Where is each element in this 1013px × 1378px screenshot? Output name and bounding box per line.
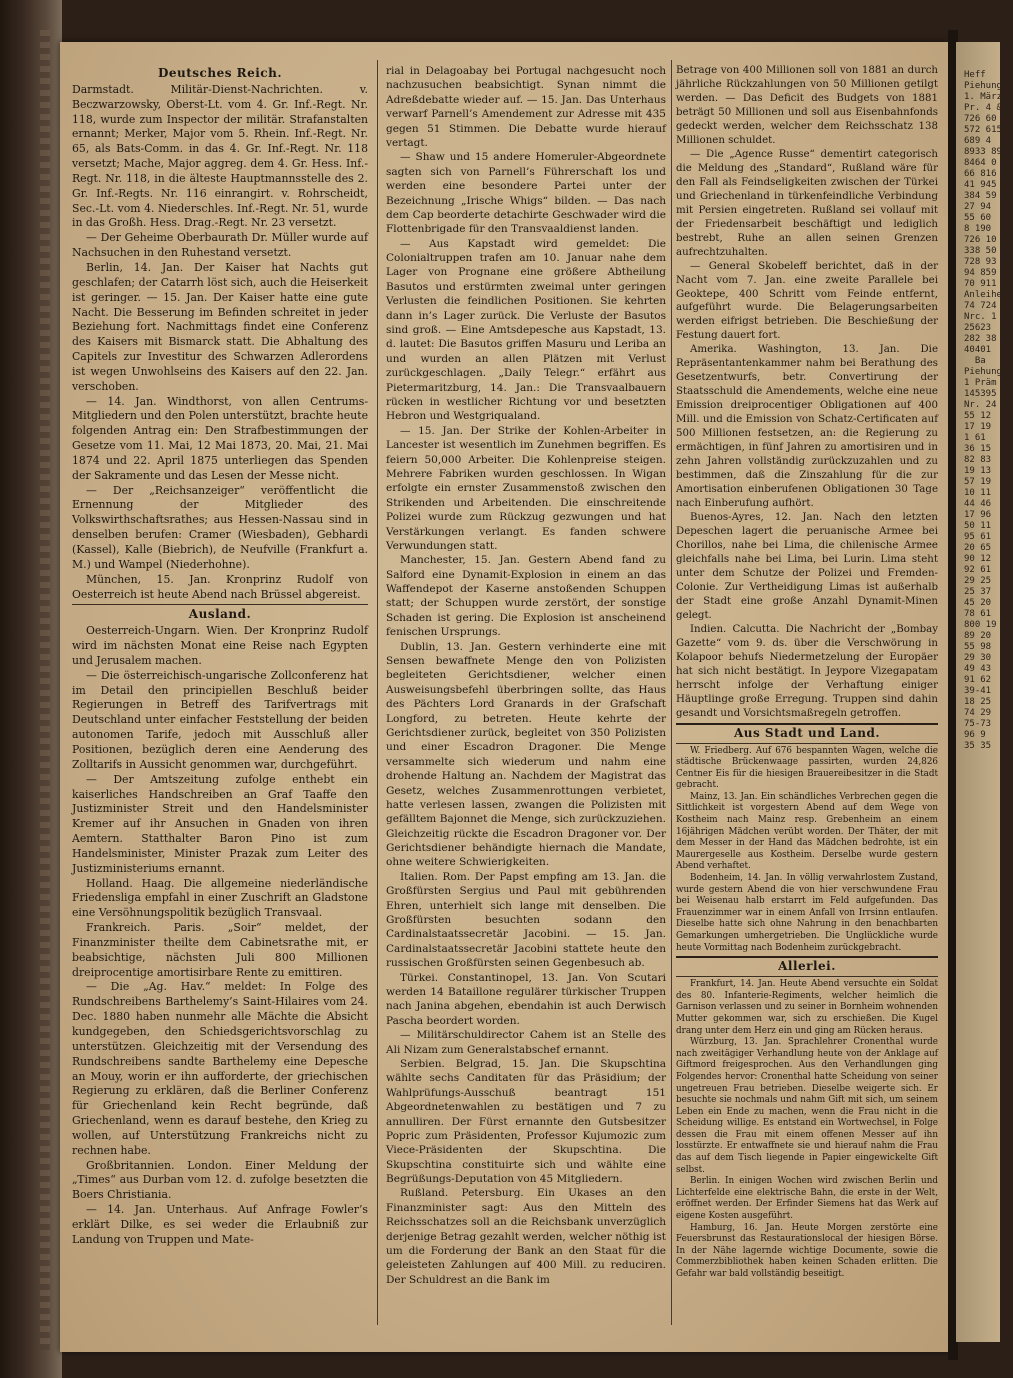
section-divider bbox=[676, 723, 938, 725]
section-divider bbox=[676, 743, 938, 744]
column-rule bbox=[671, 60, 672, 1325]
article-paragraph: München, 15. Jan. Kronprinz Rudolf von Oesterreich ist heute Abend nach Brüssel abgereist. bbox=[72, 572, 368, 601]
article-paragraph: Darmstadt. Militär-Dienst-Nachrichten. v. Beczwarzowsky, Oberst-Lt. vom 4. Gr. Inf.-Regt. Nr. 118, wurde zum Inspector der militär. Strafanstalten ernannt; Merker, Major vom 5. Rhein. Inf.-Regt. Nr. 65, als Bats-Comm. in das 4. Gr. Inf.-Regt. Nr. 118 versetzt; Mache, Major aggreg. dem 4. Gr. Hess. Inf.-Regt. Nr. 118, in die älteste Hauptmannsstelle des 2. Gr. Inf.-Regts. Nr. 116 einrangirt. v. Rohrscheidt, Sec.-Lt. vom 4. Niederschles. Inf.-Regt. Nr. 51, wurde in das Großh. Hess. Drag.-Regt. Nr. 23 versetzt. bbox=[72, 82, 368, 230]
article-paragraph: — Der Amtszeitung zufolge enthebt ein kaiserliches Handschreiben an Graf Taaffe den Justizminister Streit und den Handelsminister Kremer auf ihr Ansuchen in Gnaden von ihren Aemtern. Statthalter Baron Pino ist zum Handelsminister, Minister Prazak zum Leiter des Justizministeriums ernannt. bbox=[72, 772, 368, 875]
section-title: Ausland. bbox=[188, 607, 252, 622]
article-paragraph: Oesterreich-Ungarn. Wien. Der Kronprinz Rudolf wird im nächsten Monat eine Reise nach Egypten und Jerusalem machen. bbox=[72, 624, 368, 667]
article-paragraph: Rußland. Petersburg. Ein Ukases an den Finanzminister sagt: Aus den Mitteln des Reichsschatzes soll an die Reichsbank unverzüglich derjenige Betrag gezahlt werden, welcher nöthig ist um die Forderung der Bank an den Staat für die geleisteten Zahlungen auf 400 Mill. zu reduciren. Der Schuldrest an die Bank im bbox=[386, 1187, 666, 1286]
article-paragraph: — Aus Kapstadt wird gemeldet: Die Colonialtruppen trafen am 10. Januar nahe dem Lager von Prognane eine größere Abtheilung Basutos und erstürmten zweimal unter geringen Verlusten die feindlichen Positionen. Sie kehrten dann in’s Lager zurück. Die Verluste der Basutos sind groß. — Eine Amtsdepesche aus Kapstadt, 13. d. lautet: Die Basutos griffen Masuru und Leriba an und wurden an allen Plätzen mit Verlust zurückgeschlagen. „Daily Telegr.“ erfährt aus Pietermaritzburg, 14. Jan.: Die Transvaalbauern rücken in westlicher Richtung vor und besetzten Hebron und Westgriqualand. bbox=[386, 237, 666, 423]
article-paragraph: — Shaw und 15 andere Homeruler-Abgeordnete sagten sich von Parnell’s Führerschaft los und werden eine besondere Partei unter der Bezeichnung „Irische Whigs“ bilden. — Das nach dem Cap beorderte detachirte Geschwader wird die Flottenbrigade für den Transvaaldienst landen. bbox=[386, 151, 666, 236]
article-paragraph: Dublin, 13. Jan. Gestern verhinderte eine mit Sensen bewaffnete Menge den von Polizisten begleiteten Gerichtsdiener, welcher einen Ausweisungsbefehl überbringen sollte, das Haus des Pächters Lord Granards in der Grafschaft Longford, zu betreten. Heute kehrte der Gerichtsdiener zurück, begleitet von 350 Polizisten und einer Escadron Dragoner. Die Menge versammelte sich wiederum und nahm eine drohende Haltung an. Nachdem der Magistrat das Gesetz, welches Zusammenrottungen verbietet, hatte verlesen lassen, zwangen die Polizisten mit gefälltem Bajonnet die Menge, sich zurückzuziehen. Gleichzeitig rückte die Escadron Dragoner vor. Der Gerichtsdiener behändigte hiernach die Mandate, ohne weitere Schwierigkeiten. bbox=[386, 640, 666, 869]
article-paragraph: — Die „Agence Russe“ dementirt categorisch die Meldung des „Standard“, Rußland wäre für den Fall als Feindseligkeiten zwischen der Türkei und Griechenland in türkenfeindliche Verbindung mit Persien eingetreten. Rußland sei vollauf mit der Friedensarbeit beschäftigt und lediglich bestrebt, Ruhe an allen seinen Grenzen aufrechtzuhalten. bbox=[676, 148, 938, 258]
article-paragraph: Türkei. Constantinopel, 13. Jan. Von Scutari werden 14 Bataillone regulärer türkischer Truppen nach Janina abgehen, ebendahin ist auch Derwisch Pascha beordert worden. bbox=[386, 971, 666, 1027]
binding-edge bbox=[40, 30, 50, 1350]
article-paragraph: — Militärschuldirector Cahem ist an Stelle des Ali Nizam zum Generalstabschef ernannt. bbox=[386, 1029, 666, 1056]
article-paragraph: — Die österreichisch-ungarische Zollconferenz hat im Detail den principiellen Beschluß beider Regierungen in Betreff des Tarifvertrags mit Deutschland unter einfacher Feststellung der beiden autonomen Tarife, jedoch mit Ausschluß aller Positionen, bezüglich deren eine Aenderung des Zolltarifs in Aussicht genommen war, durchgeführt. bbox=[72, 668, 368, 771]
adjacent-page-text: Heff Piehung 1. März Pr. 4 & 3 726 60 572 615 689 4 8933 89 8464 0 66 816 41 945 384 59 27 94 55 60 8 190 726 10 338 50 728 93 94 859 70 911 Anleihen 74 724 Nrc. 1 25623 282 38 40401 Ba Piehung 1 Präm 145395 Nr. 24 55 12 17 19 1 61 36 15 82 83 19 13 57 19 10 11 44 46 17 96 50 11 95 61 20 65 90 12 92 61 29 25 25 37 45 20 78 61 800 19 89 20 55 98 29 30 49 43 91 62 39-41 18 25 74 29 75-73 96 9 35 35 bbox=[964, 70, 1013, 751]
column-3 bbox=[676, 64, 938, 1281]
column-2 bbox=[386, 64, 666, 1287]
article-paragraph: Buenos-Ayres, 12. Jan. Nach den letzten Depeschen lagert die peruanische Armee bei Chorillos, nahe bei Lima, die chilenische Armee gleichfalls nahe bei Lima, bei Lurin. Lima steht unter dem Schutze der Polizei und Fremden-Colonie. Zur Vertheidigung Limas ist außerhalb der Stadt eine große Anzahl Dynamit-Minen gelegt. bbox=[676, 512, 938, 621]
misc-news-paragraph: Frankfurt, 14. Jan. Heute Abend versuchte ein Soldat des 80. Infanterie-Regiments, welcher heimlich die Garnison verlassen und zu seiner in Bornheim wohnenden Mutter gekommen war, sich zu erschießen. Die Kugel drang unter dem Herz ein und ging am Rücken heraus. bbox=[676, 979, 938, 1036]
article-paragraph: — 14. Jan. Unterhaus. Auf Anfrage Fowler’s erklärt Dilke, es sei weder die Erlaubniß zur Landung von Truppen und Mate- bbox=[72, 1203, 368, 1246]
misc-news-paragraph: Würzburg, 13. Jan. Sprachlehrer Cronenthal wurde nach zweitägiger Verhandlung heute von der Anklage auf Giftmord freigesprochen. Aus den Verhandlungen ging Folgendes hervor: Cronenthal hatte Scheidung von seiner ungetreuen Frau betrieben. Dieselbe weigerte sich. Er besuchte sie nochmals und nahm Gift mit sich, um seinem Leben ein Ende zu machen, wenn die Frau nicht in die Scheidung willige. Es entstand ein Wortwechsel, in Folge dessen die Frau mit einem offenen Messer auf ihn losstürzte. Er entwaffnete sie und hierauf nahm die Frau das auf dem Tisch liegende in Papier eingewickelte Gift selbst. bbox=[676, 1037, 938, 1175]
local-news-paragraph: W. Friedberg. Auf 676 bespannten Wagen, welche die städtische Brückenwaage passirten, wurden 24,826 Centner Eis für die hiesigen Brauereibesitzer in die Stadt gebracht. bbox=[676, 745, 938, 791]
article-paragraph: Betrage von 400 Millionen soll von 1881 an durch jährliche Rückzahlungen von 50 Millionen getilgt werden. — Das Deficit des Budgets von 1881 beträgt 50 Millionen und soll aus Eisenbahnfonds gedeckt werden, welcher dem Reichsschatz 138 Millionen schuldet. bbox=[676, 65, 938, 146]
misc-news-paragraph: Berlin. In einigen Wochen wird zwischen Berlin und Lichterfelde eine elektrische Bahn, die erste in der Welt, eröffnet werden. Der Erfinder Siemens hat das Werk auf eigene Kosten ausgeführt. bbox=[676, 1176, 938, 1222]
article-paragraph: — General Skobeleff berichtet, daß in der Nacht vom 7. Jan. eine zweite Parallele bei Geoktepe, 400 Schritt vom Feinde entfernt, aufgeführt wurde. Die Belagerungsarbeiten werden eifrigst betrieben. Die Beschießung der Festung dauert fort. bbox=[676, 260, 938, 342]
column-1 bbox=[72, 64, 368, 1248]
article-paragraph: Serbien. Belgrad, 15. Jan. Die Skupschtina wählte sechs Canditaten für das Präsidium; der Wahlprüfungs-Ausschuß beantragt 151 Abgeordnetenwahlen zu bestätigen und 7 zu annulliren. Der Fürst ernannte den Gutsbesitzer Popric zum Präsidenten, Professor Kujumozic zum Viece-Präsidenten der Skupschtina. Die Skupschtina constituirte sich und wählte eine Begrüßungs-Deputation von 45 Mitgliedern. bbox=[386, 1057, 666, 1186]
misc-news-paragraph: Hamburg, 16. Jan. Heute Morgen zerstörte eine Feuersbrunst das Restaurationslocal der hiesigen Börse. In der Nähe lagernde wichtige Documente, sowie die Commerzbibliothek haben keinen Schaden erlitten. Die Gefahr war bald vollständig beseitigt. bbox=[676, 1222, 938, 1279]
article-paragraph: Großbritannien. London. Einer Meldung der „Times“ aus Durban vom 12. d. zufolge besetzten die Boers Christiania. bbox=[72, 1158, 368, 1202]
article-paragraph: Berlin, 14. Jan. Der Kaiser hat Nachts gut geschlafen; der Catarrh löst sich, auch die Heiserkeit ist geringer. — 15. Jan. Der Kaiser hatte eine gute Nacht. Die Besserung im Befinden schreitet in jeder Beziehung fort. Nachmittags findet eine Conferenz des Kaisers mit Bismarck statt. Die Abhaltung des Capitels zur Investitur des Schwarzen Adlerordens ist wegen Unwohlseins des Kaisers auf den 22. Jan. verschoben. bbox=[72, 260, 368, 393]
local-news-paragraph: Bodenheim, 14. Jan. In völlig verwahrlostem Zustand, wurde gestern Abend die von hier verschwundene Frau bei Weisenau halb erstarrt im Feld aufgefunden. Das Frauenzimmer war in einem Anfall von Irrsinn entlaufen. Dieselbe hatte sich ohne Nahrung in den benachbarten Gemarkungen umhergetrieben. Die Unglückliche wurde heute Vormittag nach Bodenheim zurückgebracht. bbox=[676, 873, 938, 953]
adjacent-page-edge bbox=[956, 42, 1013, 1342]
article-paragraph: — Der „Reichsanzeiger“ veröffentlicht die Ernennung der Mitglieder des Volkswirthschaftsrathes; aus Hessen-Nassau sind in denselben berufen: Cramer (Wiesbaden), Gebhardi (Kassel), Kalle (Biebrich), de Neufville (Frankfurt a. M.) und Wampel (Niederhohne). bbox=[72, 483, 368, 571]
article-paragraph: rial in Delagoabay bei Portugal nachgesucht noch nachzusuchen beabsichtigt. Synan nimmt die Adreßdebatte wieder auf. — 15. Jan. Das Unterhaus verwarf Parnell’s Amendement zur Adresse mit 435 gegen 51 Stimmen. Die Debatte wurde hierauf vertagt. bbox=[386, 65, 666, 149]
section-divider bbox=[676, 956, 938, 958]
section-title: Allerlei. bbox=[778, 959, 836, 974]
local-news-paragraph: Mainz, 13. Jan. Ein schändliches Verbrechen gegen die Sittlichkeit ist vorgestern Abend auf dem Wege von Kostheim nach Mainz resp. Grebenheim an einem 16jährigen Mädchen verübt worden. Der Thäter, der mit dem Messer in der Hand das Mädchen bedrohte, ist ein Maurergeselle aus Kostheim. Derselbe wurde gestern Abend verhaftet. bbox=[676, 791, 938, 872]
article-paragraph: Italien. Rom. Der Papst empfing am 13. Jan. die Großfürsten Sergius und Paul mit gebührenden Ehren, unterhielt sich lange mit denselben. Die Großfürsten besuchten sodann den Cardinalstaatssecretär Jacobini. — 15. Jan. Cardinalstaatssecretär Jacobini stattete heute den russischen Großfürsten seinen Gegenbesuch ab. bbox=[386, 870, 666, 970]
article-paragraph: Frankreich. Paris. „Soir“ meldet, der Finanzminister theilte dem Cabinetsrathe mit, er beabsichtige, nächsten Juli 800 Millionen dreiprocentige amortisirbare Rente zu emittiren. bbox=[72, 921, 368, 979]
section-title: Deutsches Reich. bbox=[157, 66, 283, 80]
article-paragraph: — 14. Jan. Windthorst, von allen Centrums-Mitgliedern und den Polen unterstützt, brachte heute folgenden Antrag ein: Den Strafbestimmungen der Gesetze vom 11. Mai, 12 Mai 1873, 20. Mai, 21. Mai 1874 und 22. April 1875 unterliegen das Spenden der Sakramente und das Lesen der Messe nicht. bbox=[72, 394, 368, 482]
newspaper-page bbox=[60, 42, 948, 1352]
article-paragraph: Manchester, 15. Jan. Gestern Abend fand zu Salford eine Dynamit-Explosion in einem an das Waffendepot der Kaserne anstoßenden Schuppen statt; der Schuppen wurde zerstört, der sonstige Schaden ist gering. Die Explosion ist anscheinend fenischen Ursprungs. bbox=[386, 554, 666, 639]
article-paragraph: — Der Geheime Oberbaurath Dr. Müller wurde auf Nachsuchen in den Ruhestand versetzt. bbox=[72, 231, 368, 260]
article-paragraph: — Die „Ag. Hav.“ meldet: In Folge des Rundschreibens Barthelemy’s Saint-Hilaires vom 24. Dec. 1880 haben nunmehr alle Mächte die Absicht kundgegeben, den Schiedsgerichtsvorschlag zu unterstützen. Gleichzeitig mit der Versendung des Rundschreibens sandte Barthelemy eine Depesche an Mouy, worin er ihn aufforderte, der griechischen Regierung zu erklären, daß die Berliner Conferenz für Griechenland kein Recht begründe, daß Griechenland, wenn es darauf bestehe, den Krieg zu wollen, auf Unterstützung Frankreichs nicht zu rechnen habe. bbox=[72, 980, 368, 1157]
article-paragraph: — 15. Jan. Der Strike der Kohlen-Arbeiter in Lancester ist wesentlich im Zunehmen begriffen. Es feiern 50,000 Arbeiter. Die Kohlenpreise steigen. Mehrere Fabriken wurden geschlossen. In Wigan erfolgte ein ernster Zusammenstoß zwischen den Strikenden und Arbeitenden. Die einschreitende Polizei wurde zum Rückzug gezwungen und hat Verstärkungen verlangt. Es fanden schwere Verwundungen statt. bbox=[386, 424, 666, 552]
section-title: Aus Stadt und Land. bbox=[733, 725, 881, 740]
section-divider bbox=[676, 976, 938, 977]
article-paragraph: Amerika. Washington, 13. Jan. Die Repräsentantenkammer nahm bei Berathung des Gesetzentwurfs, betr. Convertirung der Staatsschuld die Amendements, welche eine neue Emission dreiprocentiger Obligationen auf 400 Mill. und die Emission von Schatz-Certificaten auf 500 Millionen festsetzen, an: die Regierung zu ermächtigen, in fünf Jahren zu amortisiren und in zehn Jahren vollständig zurückzuzahlen und zu bestimmen, daß die Zinszahlung für die zur Amortisation einberufenen Obligationen 30 Tage nach Einberufung aufhört. bbox=[676, 344, 938, 510]
book-binding-left bbox=[0, 0, 62, 1378]
article-paragraph: Holland. Haag. Die allgemeine niederländische Friedensliga empfahl in einer Zuschrift an Gladstone eine Versöhnungspolitik bezüglich Transvaal. bbox=[72, 876, 368, 920]
article-paragraph: Indien. Calcutta. Die Nachricht der „Bombay Gazette“ vom 9. ds. über die Verschwörung in Kolapoor behufs Niedermetzelung der Europäer hat sich nicht bestätigt. In Jeypore Vizegapatam herrscht infolge der Verhaftung einiger Häuptlinge große Erregung. Truppen sind dahin gesandt und Vorsichtsmaßregeln getroffen. bbox=[676, 623, 938, 719]
column-rule bbox=[377, 60, 378, 1325]
section-divider bbox=[72, 604, 368, 605]
